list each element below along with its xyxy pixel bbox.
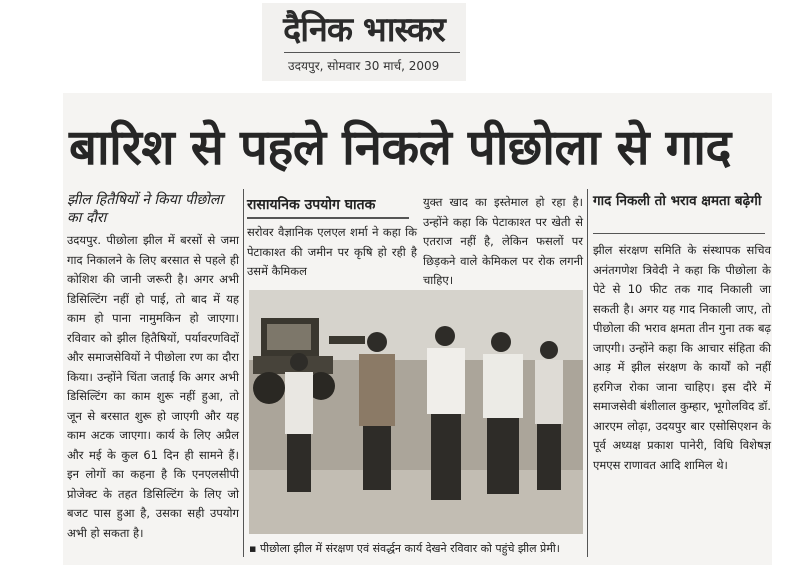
col2-subheading-rule	[247, 217, 409, 219]
masthead-divider	[284, 52, 460, 53]
news-photo	[249, 290, 583, 534]
col4-body-text: झील संरक्षण समिति के संस्थापक सचिव अनंतगणेश त्रिवेदी ने कहा कि पीछोला के पेटे से 10 फीट तक गाद निकाली जा सकती है। अगर यह गाद निकाली जाए, तो पीछोला की भराव क्षमता तीन गुना तक बढ़ जाएगी। उन्होंने कहा कि आचार संहिता की आड़ में झील संरक्षण के कार्यों को नहीं हरगिज रोका जाना चाहिए। इस दौरे में समाजसेवी बंशीलाल कुम्हार, भूगोलविद डॉ. आरएम लोढ़ा, उदयपुर बार एसोसिएशन के पूर्व अध्यक्ष प्रकाश पानेरी, विधि विशेषज्ञ एमएस राणावत आदि शामिल थे।	[593, 243, 771, 472]
col1-subheading: झील हितैषियों ने किया पीछोला का दौरा	[67, 192, 224, 226]
article-clipping	[63, 93, 772, 565]
col1-body-text: उदयपुर. पीछोला झील में बरसों से जमा गाद निकालने के लिए बरसात से पहले ही कोशिश की जानी जरूरी है। अगर अभी डिसिल्टिंग नहीं हो पाई, तो बाद में यह काम हो पाना नामुमकिन हो जाएगा। रविवार को झील हितैषियों, पर्यावरणविदों और समाजसेवियों ने पीछोला रण का दौरा किया। उन्होंने चिंता जताई कि अगर अभी डिसिल्टिंग का काम शुरू नहीं हुआ, तो जून से बरसात शुरू हो जाएगी और यह काम अटक जाएगा। कार्य के लिए अप्रैल और मई के कुल 61 दिन ही सामने हैं। इन लोगों का कहना है कि एनएलसीपी प्रोजेक्ट के तहत डिसिल्टिंग के लिए जो बजट पास हुआ है, उसका सही उपयोग अभी हो सकता है।	[67, 233, 239, 540]
newspaper-title: दैनिक भास्कर	[283, 10, 445, 50]
newspaper-masthead	[262, 3, 466, 81]
column-divider	[243, 189, 244, 557]
article-headline: बारिश से पहले निकले पीछोला से गाद	[69, 119, 731, 176]
col4-subheading-rule	[593, 233, 765, 234]
photo-caption-text: पीछोला झील में संरक्षण एवं संवर्द्धन कार्य देखने रविवार को पहुंचे झील प्रेमी।	[259, 542, 560, 555]
col2-body-text: सरोवर वैज्ञानिक एलएल शर्मा ने कहा कि पेटाकाश्त की जमीन पर कृषि हो रही है उसमें कैमिकल	[247, 225, 417, 278]
newspaper-date: उदयपुर, सोमवार 30 मार्च, 2009	[288, 59, 440, 73]
col4-subheading: गाद निकली तो भराव क्षमता बढ़ेगी	[593, 193, 762, 209]
col3-body-text: युक्त खाद का इस्तेमाल हो रहा है। उन्होंने कहा कि पेटाकाश्त पर खेती से एतराज नहीं है, लेकिन फसलों पर छिड़कने वाले केमिकल पर रोक लगनी चाहिए।	[423, 195, 583, 287]
col2-subheading: रासायनिक उपयोग घातक	[247, 197, 376, 213]
caption-bullet-icon: ▪	[249, 542, 257, 555]
photo-caption	[249, 541, 589, 556]
photo-illustration	[249, 290, 583, 534]
column-divider-right	[587, 189, 588, 557]
